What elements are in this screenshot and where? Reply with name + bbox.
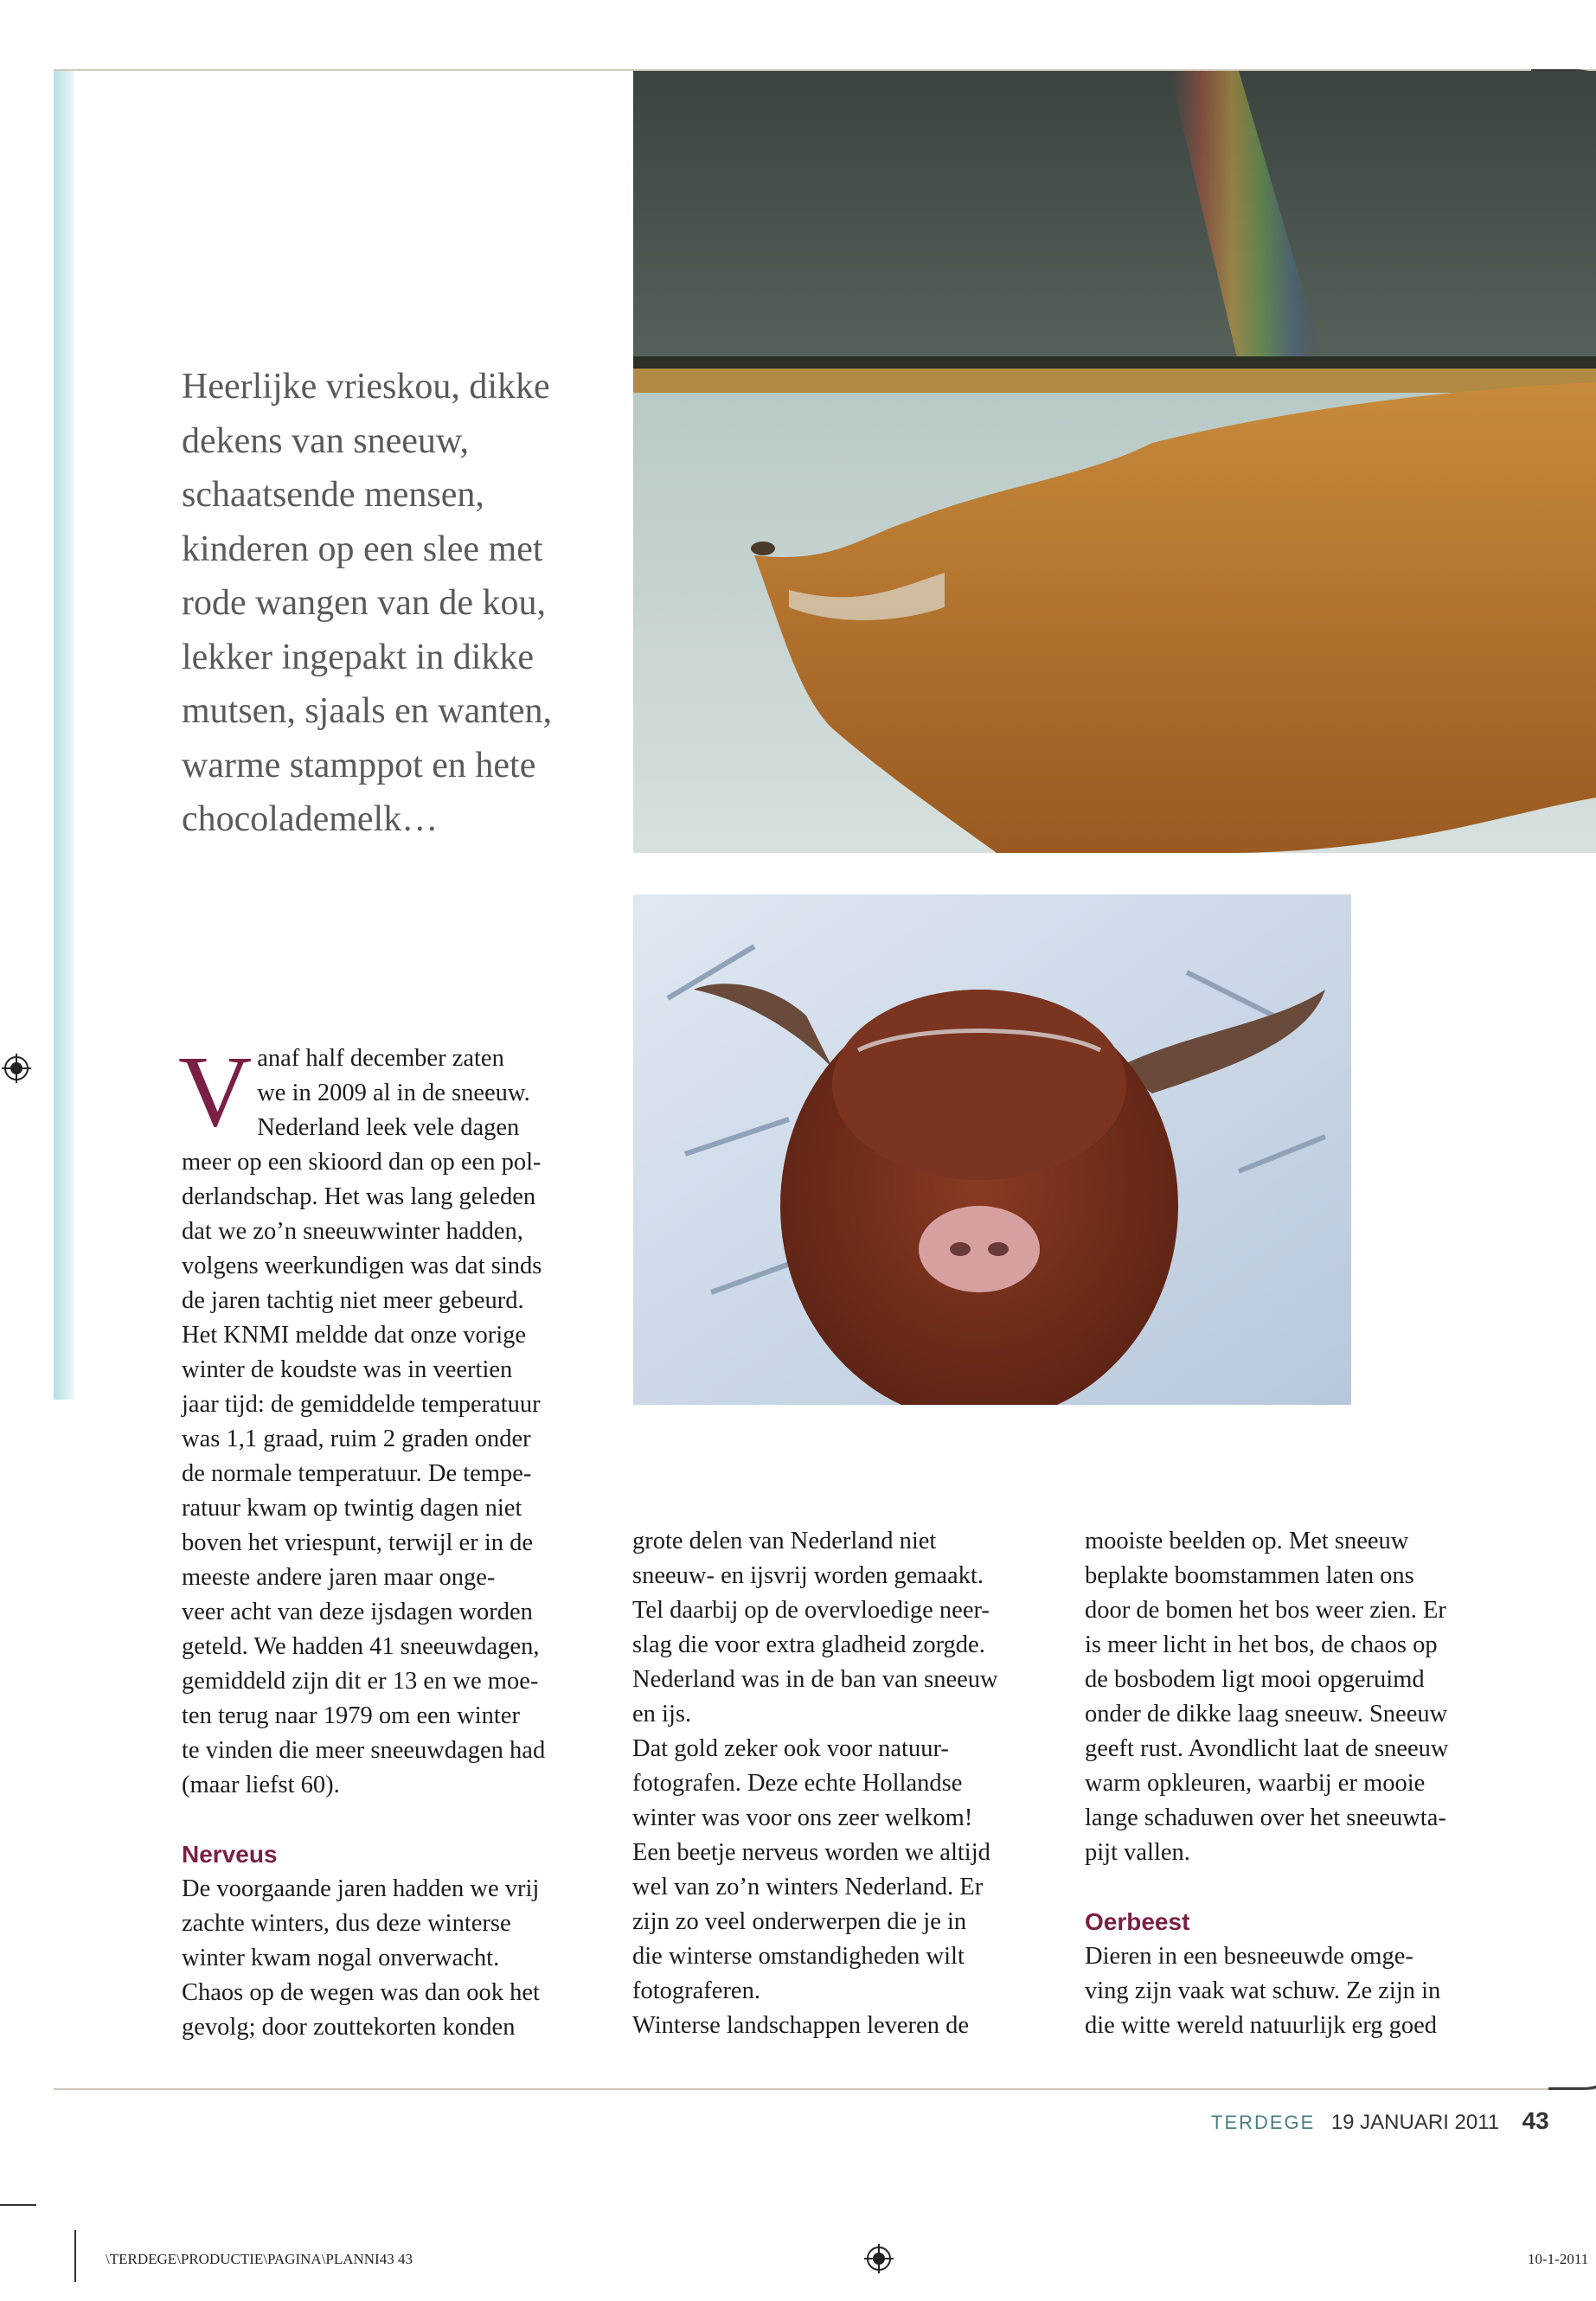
text-line: (maar liefst 60). <box>182 1772 340 1798</box>
text-line: was 1,1 graad, ruim 2 graden onder <box>182 1426 531 1452</box>
text-line: veer acht van deze ijsdagen worden <box>182 1599 533 1625</box>
article-column-1 <box>178 1035 602 2045</box>
text-line: winter de koudste was in veertien <box>182 1356 513 1383</box>
text-line: meer op een skioord dan op een pol- <box>182 1149 542 1176</box>
text-line: ratuur kwam op twintig dagen niet <box>182 1495 522 1522</box>
text-line: Het KNMI meldde dat onze vorige <box>182 1322 527 1349</box>
subheading: Nerveus <box>182 1841 278 1868</box>
text-line: de jaren tachtig niet meer gebeurd. <box>182 1287 524 1314</box>
text-line: geeft rust. Avondlicht laat de sneeuw <box>1085 1735 1449 1762</box>
print-slug-date: 10-1-2011 <box>1528 2251 1589 2267</box>
text-line: slag die voor extra gladheid zorgde. <box>632 1631 985 1658</box>
text-line: en ijs. <box>632 1701 692 1727</box>
text-line: Nederland was in de ban van sneeuw <box>632 1666 998 1693</box>
text-line: mooiste beelden op. Met sneeuw <box>1085 1528 1409 1554</box>
text-line: grote delen van Nederland niet <box>632 1528 937 1554</box>
highland-cow-photo <box>633 894 1351 1405</box>
intro-line: dekens van sneeuw, <box>182 420 470 461</box>
text-line: Dat gold zeker ook voor natuur- <box>632 1735 949 1762</box>
text-line: de bosbodem ligt mooi opgeruimd <box>1085 1666 1425 1693</box>
intro-line: kinderen op een slee met <box>182 529 543 569</box>
decorative-strip <box>54 71 74 1400</box>
intro-line: lekker ingepakt in dikke <box>182 637 535 677</box>
landscape-photo <box>633 71 1596 853</box>
text-line: jaar tijd: de gemiddelde temperatuur <box>182 1391 541 1418</box>
text-line: die witte wereld natuurlijk erg goed <box>1085 2012 1438 2039</box>
text-line: volgens weerkundigen was dat sinds <box>182 1253 542 1279</box>
text-line: anaf half december zaten <box>257 1045 504 1072</box>
text-line: Dieren in een besneeuwde omge- <box>1085 1943 1413 1970</box>
text-line: winter kwam nogal onverwacht. <box>182 1945 500 1971</box>
text-line: Chaos op de wegen was dan ook het <box>182 1979 540 2006</box>
crop-mark <box>74 2230 76 2282</box>
intro-line: warme stamppot en hete <box>182 745 536 785</box>
text-line: gevolg; door zouttekorten konden <box>182 2014 516 2041</box>
text-line: onder de dikke laag sneeuw. Sneeuw <box>1085 1701 1448 1727</box>
page-footer <box>1211 2107 1596 2142</box>
text-line: sneeuw- en ijsvrij worden gemaakt. <box>632 1562 984 1589</box>
page-frame-corner <box>1548 2016 1596 2090</box>
text-line: derlandschap. Het was lang geleden <box>182 1183 536 1210</box>
text-line: door de bomen het bos weer zien. Er <box>1085 1597 1446 1624</box>
text-line: warm opkleuren, waarbij er mooie <box>1085 1770 1426 1797</box>
text-line: die winterse omstandigheden wilt <box>632 1943 965 1970</box>
text-line: ten terug naar 1979 om een winter <box>182 1702 520 1729</box>
subheading: Oerbeest <box>1085 1908 1190 1935</box>
issue-date: 19 JANUARI 2011 <box>1330 2111 1500 2134</box>
text-line: zijn zo veel onderwerpen die je in <box>632 1908 967 1935</box>
page-frame-bottom <box>54 2088 1596 2090</box>
text-line: de normale temperatuur. De tempe- <box>182 1460 532 1487</box>
text-line: Winterse landschappen leveren de <box>632 2012 969 2039</box>
print-slug-path: \TERDEGE\PRODUCTIE\PAGINA\PLANNI43 43 <box>106 2251 413 2267</box>
text-line: winter was voor ons zeer welkom! <box>632 1804 973 1831</box>
text-line: boven het vriespunt, terwijl er in de <box>182 1529 534 1556</box>
intro-line: rode wangen van de kou, <box>182 583 547 623</box>
text-line: beplakte boomstammen laten ons <box>1085 1562 1414 1589</box>
text-line: fotograferen. <box>632 1977 760 2004</box>
text-line: Nederland leek vele dagen <box>257 1114 520 1141</box>
intro-text <box>182 360 631 847</box>
text-line: zachte winters, dus deze winterse <box>182 1910 511 1937</box>
intro-line: chocolademelk… <box>182 799 439 839</box>
text-line: we in 2009 al in de sneeuw. <box>257 1080 530 1106</box>
text-line: meeste andere jaren maar onge- <box>182 1564 496 1591</box>
text-line: pijt vallen. <box>1085 1839 1190 1866</box>
registration-mark-icon <box>864 2244 894 2273</box>
text-line: wel van zo’n winters Nederland. Er <box>632 1874 984 1900</box>
text-line: geteld. We hadden 41 sneeuwdagen, <box>182 1633 540 1660</box>
text-line: De voorgaande jaren hadden we vrij <box>182 1875 540 1902</box>
article-column-3 <box>1085 1524 1516 2043</box>
text-line: lange schaduwen over het sneeuwta- <box>1085 1804 1446 1831</box>
crop-mark <box>0 2204 36 2206</box>
magazine-name: TERDEGE <box>1211 2112 1316 2133</box>
text-line: dat we zo’n sneeuwwinter hadden, <box>182 1218 523 1245</box>
text-line: gemiddeld zijn dit er 13 en we moe- <box>182 1668 539 1695</box>
text-line: Tel daarbij op de overvloedige neer- <box>632 1597 990 1624</box>
text-line: ving zijn vaak wat schuw. Ze zijn in <box>1085 1977 1441 2004</box>
registration-mark-icon <box>2 1054 31 1083</box>
text-line: te vinden die meer sneeuwdagen had <box>182 1737 546 1764</box>
drop-cap: V <box>178 1035 253 1148</box>
intro-line: mutsen, sjaals en wanten, <box>182 691 553 731</box>
intro-line: Heerlijke vrieskou, dikke <box>182 367 550 407</box>
intro-line: schaatsende mensen, <box>182 475 484 515</box>
text-line: is meer licht in het bos, de chaos op <box>1085 1631 1438 1658</box>
text-line: fotografen. Deze echte Hollandse <box>632 1770 963 1797</box>
text-line: Een beetje nerveus worden we altijd <box>632 1839 990 1866</box>
page-number: 43 <box>1522 2107 1549 2134</box>
article-column-2 <box>632 1524 1063 2043</box>
